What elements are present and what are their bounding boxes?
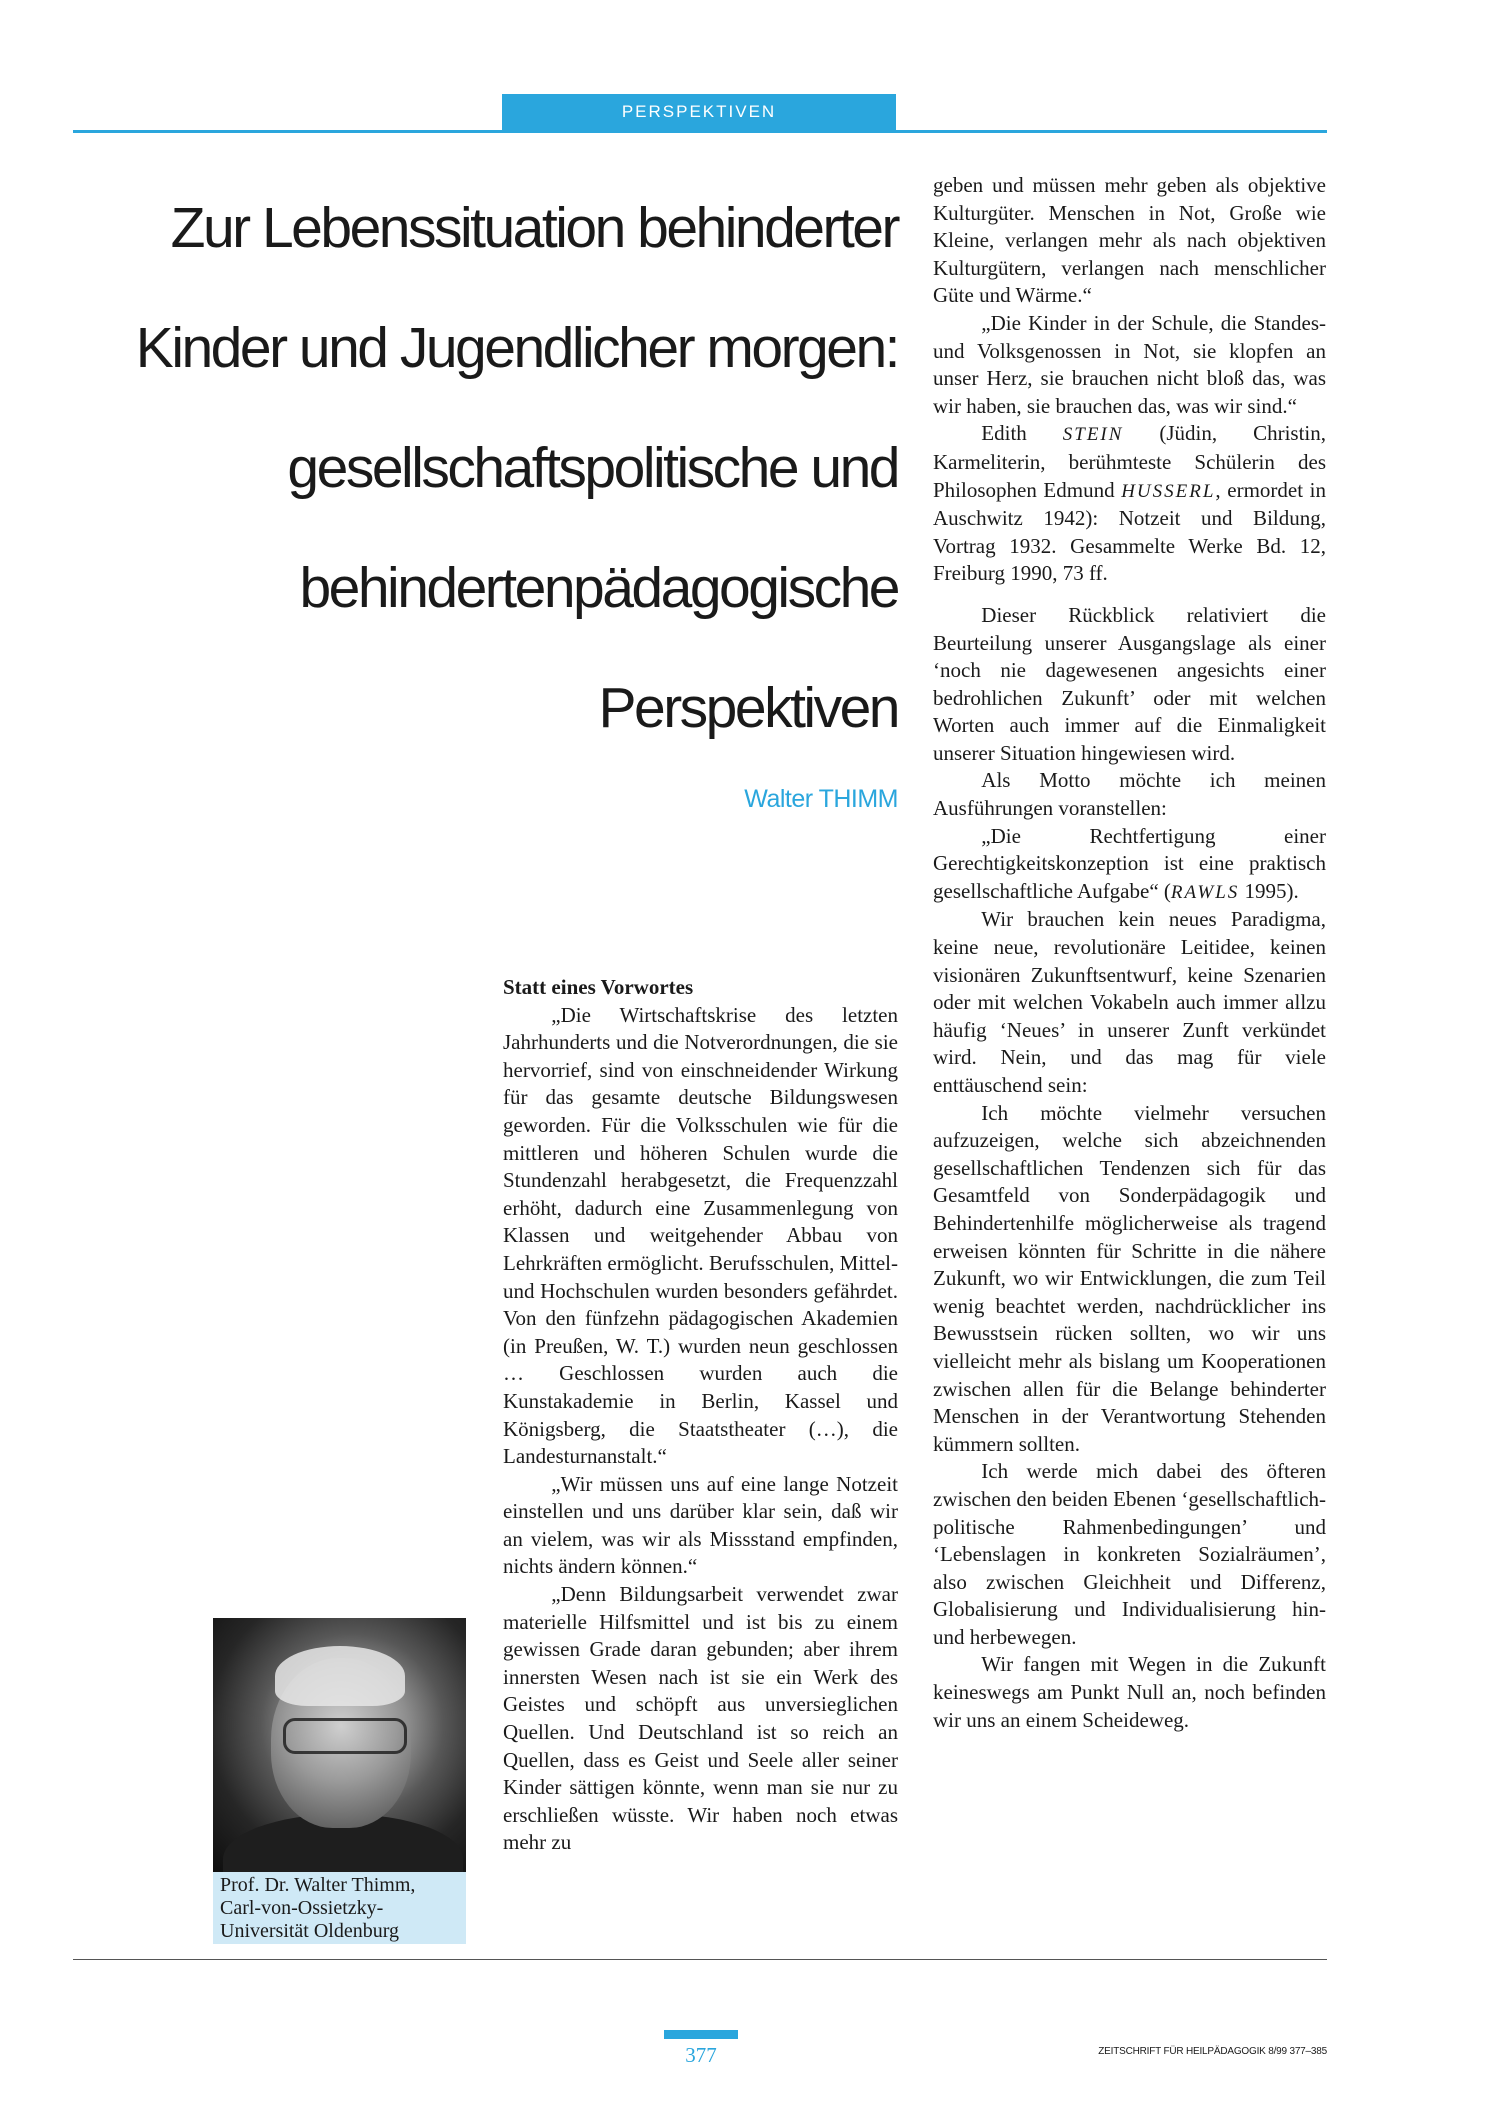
paragraph: Wir fangen mit Wegen in die Zukunft keineswegs am Punkt Null an, noch befinden wir uns an einem Scheideweg. <box>933 1652 1326 1732</box>
title-line-2: Kinder und Jugendlicher morgen: <box>135 316 898 380</box>
paragraph: Wir brauchen kein neues Paradigma, keine neue, revolutionäre Leitidee, keinen visionären Zukunftsentwurf, keine Szenarien oder mit welchen Vokabeln auch immer allzu häufig ‘Neues’ in unserer Zunft verkündet wird. Nein, und das mag für viele enttäuschend sein: <box>933 907 1326 1097</box>
page-number: 377 <box>685 2043 717 2067</box>
section-label: PERSPEKTIVEN <box>502 94 896 130</box>
text-column-left <box>503 974 898 1857</box>
photo-caption <box>213 1872 466 1944</box>
paragraph: Ich möchte vielmehr versuchen aufzuzeigen, welche sich abzeichnenden gesellschaftlichen Tendenzen sich für das Gesamtfeld von Sonderpädagogik und Behindertenhilfe möglicherweise als tragend erweisen könnten für Schritte in die nähere Zukunft, wo wir Entwicklungen, die zum Teil wenig beachtet werden, nachdrücklicher ins Bewusstsein rücken sollten, wo wir uns vielleicht mehr als bislang um Kooperationen zwischen allen für die Belange behinderter Menschen in der Verantwortung Stehenden kümmern sollten. <box>933 1100 1326 1456</box>
title-line-5: Perspektiven <box>598 676 898 740</box>
caption-line: Prof. Dr. Walter Thimm, <box>220 1874 416 1896</box>
citation-paragraph: Edith STEIN (Jüdin, Christin, Karmeliterin, berühmteste Schülerin des Philosophen Edmund HUSSERL, ermordet in Auschwitz 1942): Notzeit und Bildung, Vortrag 1932. Gesammelte Werke Bd. 12, Freiburg 1990, 73 ff. <box>933 421 1326 586</box>
page-tab <box>664 2030 738 2039</box>
article-title <box>60 168 898 768</box>
journal-reference: ZEITSCHRIFT FÜR HEILPÄDAGOGIK 8/99 377–385 <box>1098 2046 1327 2057</box>
paragraph: „Die Kinder in der Schule, die Standes- und Volksgenossen in Not, sie klopfen an unser Herz, sie brauchen nicht bloß das, was wir haben, sie brauchen das, was wir sind.“ <box>933 310 1326 418</box>
paragraph: Als Motto möchte ich meinen Ausführungen voranstellen: <box>933 768 1326 821</box>
paragraph: geben und müssen mehr geben als objektive Kulturgüter. Menschen in Not, Große wie Kleine, verlangen mehr als nach objektiven Kulturgütern, verlangen nach menschlicher Güte und Wärme.“ <box>933 173 1326 308</box>
author-photo <box>213 1618 466 1872</box>
paragraph: „Die Wirtschaftskrise des letzten Jahrhunderts und die Notverordnungen, die sie hervorrief, sind von einschneidender Wirkung für das gesamte deutsche Bildungswesen geworden. Für die Volksschulen wie für die mittleren und höheren Schulen wurde die Stundenzahl herabgesetzt, die Frequenzzahl erhöht, dadurch eine Zusammenlegung von Klassen und weitgehender Abbau von Lehrkräften ermöglicht. Berufsschulen, Mittel- und Hochschulen wurden besonders gefährdet. Von den fünfzehn pädagogischen Akademien (in Preußen, W. T.) wurden neun geschlossen … Geschlossen wurden auch die Kunstakademie in Berlin, Kassel und Königsberg, die Staatstheater (…), die Landesturnanstalt.“ <box>503 1002 898 1469</box>
footer-rule <box>73 1959 1327 1960</box>
title-line-1: Zur Lebenssituation behinderter <box>170 196 898 260</box>
caption-line: Carl-von-Ossietzky- <box>220 1897 384 1919</box>
author-name: Walter THIMM <box>744 785 898 813</box>
paragraph: Ich werde mich dabei des öfteren zwischen den beiden Ebenen ‘gesellschaftlich-politische Rahmenbedingungen’ und ‘Lebenslagen in konkreten Sozialräumen’, also zwischen Gleichheit und Differenz, Globalisierung und Individualisierung hin- und herbewegen. <box>933 1459 1327 1649</box>
caption-line: Universität Oldenburg <box>220 1920 400 1942</box>
text-column-right <box>933 172 1326 1734</box>
header-rule <box>73 130 1327 133</box>
cited-name: RAWLS <box>1170 881 1240 903</box>
subsection-heading: Statt eines Vorwortes <box>503 975 694 999</box>
cited-name: HUSSERL <box>1121 480 1216 502</box>
cited-name: STEIN <box>1062 424 1124 446</box>
paragraph: „Denn Bildungsarbeit verwendet zwar materielle Hilfsmittel und ist bis zu einem gewissen Grade daran gebunden; aber ihrem innersten Wesen nach ist sie ein Werk des Geistes und schöpft aus unversieglichen Quellen. Und Deutschland ist so reich an Quellen, dass es Geist und Seele aller seiner Kinder sättigen könnte, wenn man sie nur zu erschließen wüsste. Wir haben noch etwas mehr zu <box>503 1582 898 1855</box>
paragraph: Dieser Rückblick relativiert die Beurteilung unserer Ausgangslage als einer ‘noch nie dagewesenen angesichts einer bedrohlichen Zukunft’ oder mit welchen Worten auch immer auf die Einmaligkeit unserer Situation hingewiesen wird. <box>933 602 1326 765</box>
paragraph: „Wir müssen uns auf eine lange Notzeit einstellen und uns darüber klar sein, daß wir an vielem, was wir als Missstand empfinden, nichts ändern können.“ <box>503 1471 898 1579</box>
title-line-4: behindertenpädagogische <box>299 556 898 620</box>
title-line-3: gesellschaftspolitische und <box>287 436 898 500</box>
motto-paragraph: „Die Rechtfertigung einer Gerechtigkeitskonzeption ist eine praktisch gesellschaftliche Aufgabe“ (RAWLS 1995). <box>933 823 1326 903</box>
